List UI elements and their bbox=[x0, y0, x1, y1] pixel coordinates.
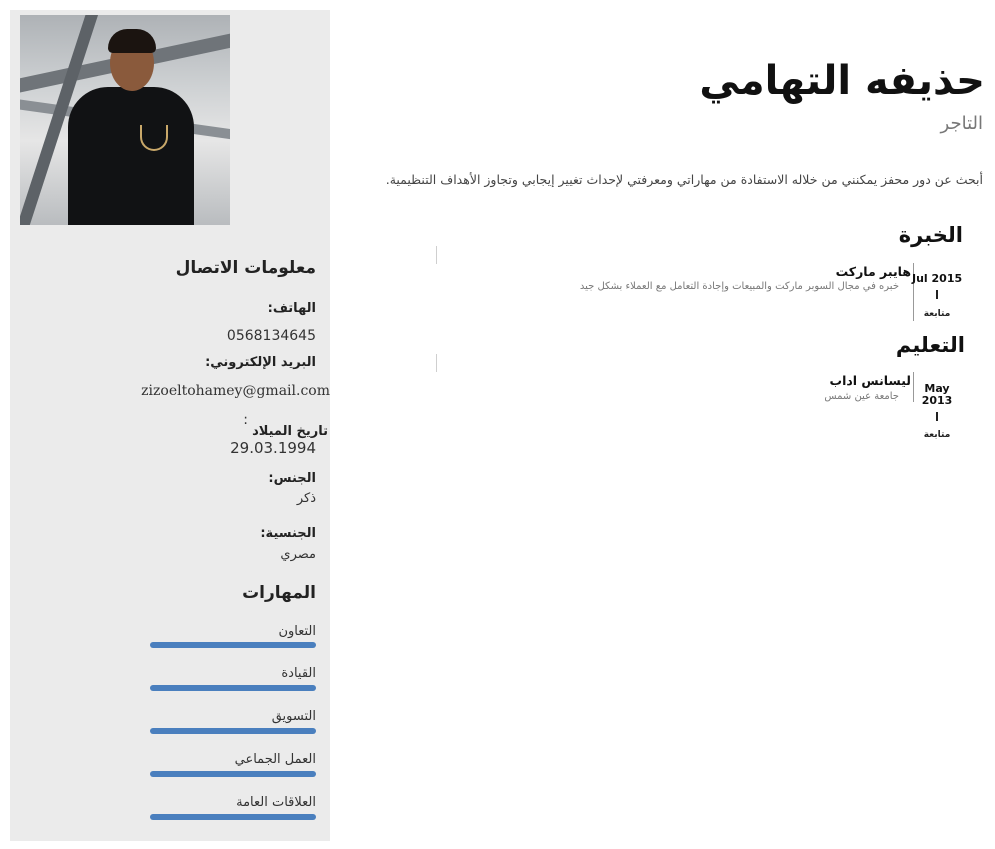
education-date-year: 2013 bbox=[921, 394, 953, 407]
date-separator bbox=[936, 290, 938, 299]
experience-title: هايبر ماركت bbox=[835, 264, 911, 279]
skill-name: القيادة bbox=[281, 666, 316, 681]
objective-text: أبحث عن دور محفز يمكنني من خلاله الاستفادة من مهاراتي ومعرفتي لإحداث تغيير إيجابي وتجاوز الأهداف التنظيمية. bbox=[385, 172, 983, 187]
sidebar bbox=[10, 10, 330, 841]
skill-bar bbox=[150, 728, 316, 734]
education-ongoing: متابعة bbox=[923, 430, 951, 440]
experience-ongoing: متابعة bbox=[923, 309, 951, 319]
contact-heading: معلومات الاتصال bbox=[175, 258, 316, 278]
birth-date-label: تاريخ الميلاد bbox=[252, 424, 328, 439]
education-title: ليسانس اداب bbox=[829, 373, 911, 388]
job-title: التاجر bbox=[940, 113, 983, 134]
experience-description: خبره في مجال السوبر ماركت والمبيعات وإجادة التعامل مع العملاء بشكل جيد bbox=[579, 281, 899, 292]
skill-name: العلاقات العامة bbox=[236, 795, 316, 810]
experience-date: Jul 2015 bbox=[912, 272, 963, 285]
skill-name: العمل الجماعي bbox=[234, 752, 316, 767]
gender-label: الجنس: bbox=[268, 471, 316, 486]
experience-heading: الخبرة bbox=[898, 223, 963, 247]
nationality-value: مصري bbox=[280, 547, 316, 562]
skill-bar bbox=[150, 814, 316, 820]
skill-name: التعاون bbox=[278, 624, 316, 639]
skill-bar bbox=[150, 685, 316, 691]
birth-date-value: 29.03.1994 bbox=[230, 439, 316, 457]
education-heading: التعليم bbox=[895, 333, 965, 357]
divider-tick bbox=[436, 246, 437, 264]
full-name: حذيفه التهامي bbox=[699, 58, 985, 104]
email-label: البريد الإلكتروني: bbox=[205, 355, 316, 370]
skill-bar bbox=[150, 771, 316, 777]
gender-value: ذكر bbox=[296, 491, 316, 506]
skills-heading: المهارات bbox=[242, 583, 316, 603]
birth-colon: : bbox=[243, 412, 248, 428]
skill-name: التسويق bbox=[271, 709, 316, 724]
nationality-label: الجنسية: bbox=[260, 526, 316, 541]
skill-bar bbox=[150, 642, 316, 648]
date-separator bbox=[936, 412, 938, 421]
email-value: zizoeltohamey@gmail.com bbox=[141, 383, 330, 399]
education-date-month: May bbox=[924, 382, 950, 395]
profile-photo bbox=[20, 15, 230, 225]
phone-label: الهاتف: bbox=[267, 301, 316, 316]
divider-tick bbox=[436, 354, 437, 372]
education-description: جامعة عين شمس bbox=[824, 391, 899, 402]
phone-value: 0568134645 bbox=[226, 328, 316, 344]
